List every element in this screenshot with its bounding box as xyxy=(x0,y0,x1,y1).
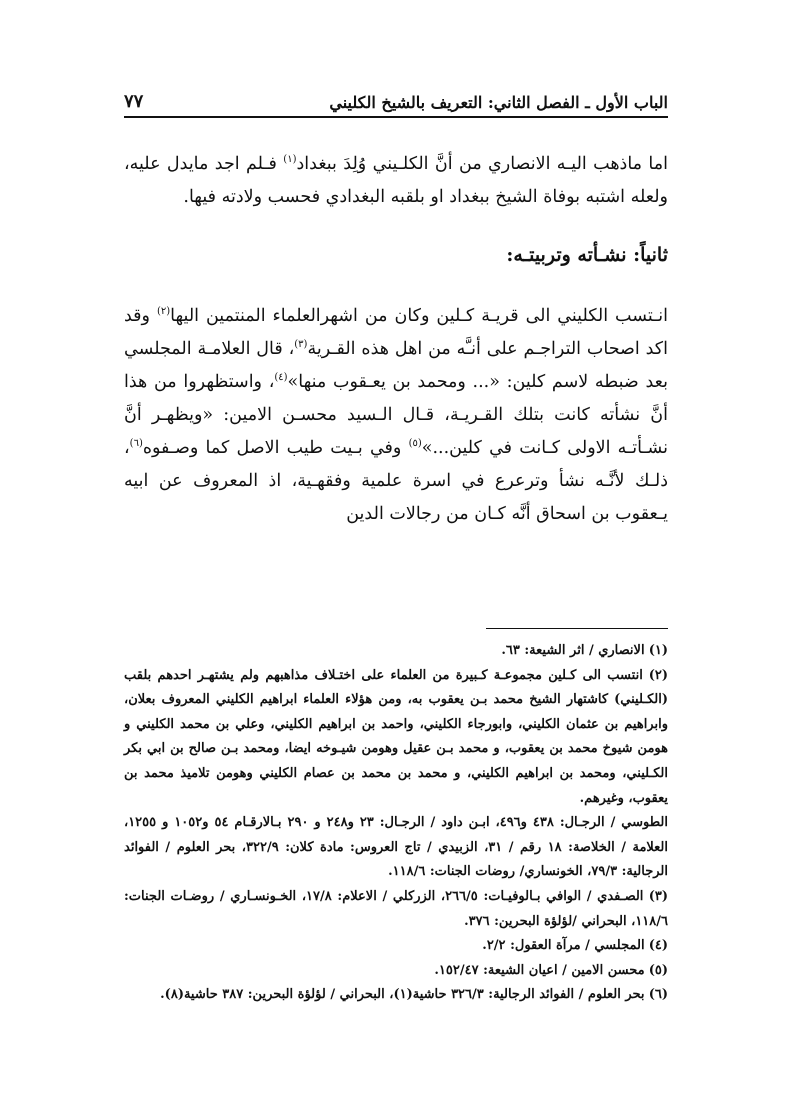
main-text xyxy=(124,148,668,531)
footnote-text: المجلسي / مرآة العقول: ٢/٢. xyxy=(482,938,645,954)
footnote-number: (٣) xyxy=(648,888,668,904)
footnote-3 xyxy=(124,885,668,934)
footnote-ref-2[interactable]: (٢) xyxy=(156,306,171,318)
footnote-number: (٦) xyxy=(648,987,668,1003)
footnote-text: الطوسي / الرجـال: ٤٣٨ و٤٩٦، ابـن داود / الرجـال: ٢٣ و٢٤٨ و ٢٩٠ بـالارقـام ٥٤ و١٠٥٢ و ١٢٥٥، العلامة / الخلاصة: ١٨ رقم / ٣١، الزبيدي / تاج العروس: مادة كلان: ٣٢٢/٩، بحر العلوم / الفوائد الرجالية: ٧٩/٣، الخونساري/ روضات الجنات: ١١٨/٦. xyxy=(124,815,669,880)
text-run: وفي بـيت طيب الاصل كما وصـفوه xyxy=(142,438,409,458)
text-run: اما ماذهب اليـه الانصاري من أنَّ الكلـيني وُلِدَ ببغداد xyxy=(296,154,668,174)
footnote-divider xyxy=(486,628,668,629)
text-run: ، ذلـك لأنَّـه نشأ وترعرع في اسرة علمية وفقهـية، اذ المعروف عن ابيه يـعقوب بن اسحاق أنَّه كـان من رجالات الدين xyxy=(124,438,668,524)
text-run: ، قال العلامـة المجلسي بعد ضبطه لاسم كلين: «... ومحمد بن يعـقوب منها» xyxy=(124,339,668,392)
footnotes xyxy=(124,628,668,1008)
text-run: وقد اكد اصحاب التراجـم على أنـَّه من اهل هذه القـرية xyxy=(124,306,668,359)
paragraph-2 xyxy=(124,300,668,531)
running-header xyxy=(124,84,668,118)
footnote-text: الصـفدي / الوافي بـالوفيـات: ٢٦٦/٥، الزركلي / الاعلام: ١٧/٨، الخـونسـاري / روضـات الجنات: ١١٨/٦، البحراني /لؤلؤة البحرين: ٣٧٦. xyxy=(124,888,668,929)
footnote-6 xyxy=(124,983,668,1008)
section-heading: ثانياً: نشـأته وتربيتـه: xyxy=(506,244,668,266)
footnote-ref-6[interactable]: (٦) xyxy=(129,438,143,450)
footnote-4 xyxy=(124,934,668,959)
footnote-number: (٥) xyxy=(648,962,668,978)
footnote-text: انتسب الى كـلين مجموعـة كـبيرة من العلماء على اختـلاف مذاهبهم ولم يشتهـر احدهم بلقب (الكـليني) كاشتهار الشيخ محمد بـن يعقوب به، ومن هؤلاء العلماء ابراهيم الكليني المعروف بعلان، وابراهيم بن عثمان الكليني، وابورجاء الكليني، واحمد بن ابراهيم الكليني، وعلي بن محمد الكليني و هومن شيوخ محمد بن يعقوب، و محمد بـن عقيل وهومن شيـوخه ايضا، ومحمد بـن صالح بن ابي بكر الكـليني، ومحمد بن ابراهيم الكليني، و محمد بن محمد بن عصام الكليني وهومن تلاميذ محمد بن يعقوب، وغيرهم. xyxy=(124,667,668,806)
footnote-1 xyxy=(124,639,668,664)
footnote-ref-1[interactable]: (١) xyxy=(283,154,297,166)
footnote-2-sources xyxy=(124,811,668,885)
footnote-ref-3[interactable]: (٣) xyxy=(294,339,308,351)
paragraph-1 xyxy=(124,148,668,214)
footnote-number: (٢) xyxy=(648,667,668,683)
text-run: ، واستظهروا من هذا أنَّ نشأته كانت بتلك القـريـة، قـال الـسيد محسـن الامين: «ويظهـر أنَّ نشـأتـه الاولى كـانت في كلين...» xyxy=(124,372,669,458)
footnote-text: محسن الامين / اعيان الشيعة: ١٥٢/٤٧. xyxy=(434,962,645,978)
footnote-number: (٤) xyxy=(648,938,668,954)
footnote-ref-4[interactable]: (٤) xyxy=(274,372,288,384)
footnote-5 xyxy=(124,959,668,984)
text-run: فـلم اجد مايدل عليه، ولعله اشتبه بوفاة الشيخ ببغداد او بلقبه البغدادي فحسب ولادته فيها. xyxy=(124,154,668,207)
footnote-number: (١) xyxy=(648,643,668,658)
footnote-text: بحر العلوم / الفوائد الرجالية: ٣٢٦/٣ حاشية(١)، البحراني / لؤلؤة البحرين: ٣٨٧ حاشية(٨). xyxy=(160,987,645,1003)
chapter-title: الباب الأول ـ الفصل الثاني: التعريف بالشيخ الكليني xyxy=(329,93,668,112)
footnote-text: الانصاري / اثر الشيعة: ٦٣. xyxy=(501,643,645,658)
footnote-2 xyxy=(124,664,668,812)
text-run: انـتسب الكليني الى قريـة كـلين وكان من اشهرالعلماء المنتمين اليها xyxy=(170,306,668,326)
page-number: ٧٧ xyxy=(124,91,144,112)
footnote-ref-5[interactable]: (٥) xyxy=(408,438,422,450)
